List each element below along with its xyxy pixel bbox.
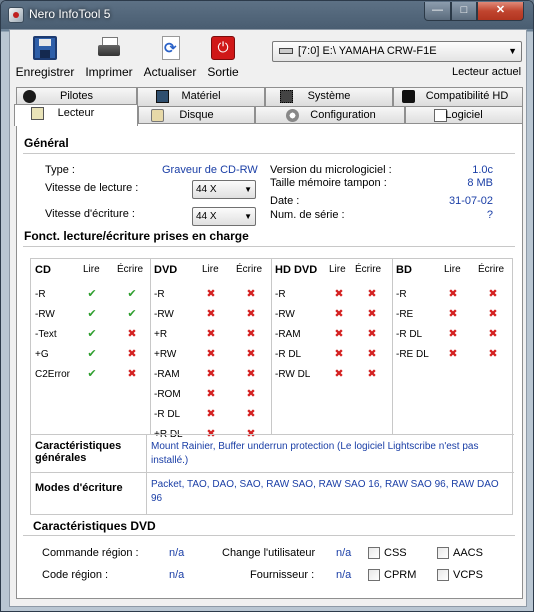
serial-label: Num. de série : [270,209,345,221]
divider [392,259,393,434]
cross-icon: ✖ [367,287,377,300]
minimize-button[interactable]: — [424,2,451,21]
write-speed-select[interactable] [192,207,256,226]
tab-label: Pilotes [59,90,94,102]
capability-group-title: CD [35,264,51,276]
checkmark-icon: ✔ [87,367,97,380]
general-features-label: Caractéristiques générales [35,440,122,464]
printer-icon [97,36,121,60]
cross-icon: ✖ [334,287,344,300]
capability-group-hd-dvd [271,259,392,434]
firmware-value: 1.0c [472,164,493,176]
read-column-header: Lire [83,264,100,275]
refresh-button[interactable] [141,36,199,79]
capability-row-label: +G [35,349,49,360]
read-column-header: Lire [444,264,461,275]
cross-icon: ✖ [246,327,256,340]
cross-icon: ✖ [448,327,458,340]
client-area [9,29,527,607]
tab-label: Configuration [310,109,376,121]
cross-icon: ✖ [488,327,498,340]
cross-icon: ✖ [127,327,137,340]
region-command-label: Commande région : [42,547,139,559]
buffer-value: 8 MB [467,177,493,189]
cross-icon: ✖ [334,327,344,340]
vcps-label: VCPS [453,569,483,581]
exit-label: Sortie [207,65,239,79]
capability-row-label: -RW [154,309,174,320]
vendor-label: Fournisseur : [250,569,315,581]
region-code-label: Code région : [42,569,109,581]
capabilities-section-title: Fonct. lecture/écriture prises en charge [24,229,249,243]
type-value: Graveur de CD-RW [162,164,258,176]
cprm-label: CPRM [384,569,417,581]
cross-icon: ✖ [206,347,216,360]
capability-row-label: -R DL [275,349,302,360]
write-column-header: Écrire [355,264,382,275]
capability-row-label: -R [154,289,165,300]
capability-row-label: -RW DL [275,369,311,380]
capability-row-label: +R DL [154,429,183,440]
capability-row-label: -R DL [396,329,423,340]
capability-row-label: +R [154,329,168,340]
tab-label: Matériel [181,90,221,102]
cross-icon: ✖ [127,367,137,380]
capability-row-label: -ROM [154,389,181,400]
cross-icon: ✖ [246,287,256,300]
cross-icon: ✖ [334,347,344,360]
print-button[interactable] [80,36,138,79]
capability-row-label: -R [396,289,407,300]
capability-group-title: DVD [154,264,178,276]
dvd-features-section-title: Caractéristiques DVD [33,519,156,533]
cross-icon: ✖ [206,327,216,340]
chevron-down-icon: ▼ [508,46,517,56]
divider [23,246,515,247]
tab-systeme[interactable] [265,87,393,106]
general-section-title: Général [24,136,69,150]
checkmark-icon: ✔ [127,307,137,320]
maximize-button[interactable]: □ [451,2,477,21]
capability-row-label: -RW [275,309,295,320]
write-speed-label: Vitesse d'écriture : [45,208,135,220]
cross-icon: ✖ [448,307,458,320]
save-label: Enregistrer [15,65,75,79]
capability-row-label: -RAM [154,369,180,380]
write-speed-value: 44 X [196,211,217,222]
window-title: Nero InfoTool 5 [29,7,111,21]
current-drive-label: Lecteur actuel [452,66,522,78]
write-column-header: Écrire [236,264,263,275]
capability-row-label: -Text [35,329,57,340]
css-checkbox[interactable] [368,547,380,559]
cross-icon: ✖ [206,427,216,440]
chevron-down-icon: ▼ [244,185,252,194]
cross-icon: ✖ [206,407,216,420]
cross-icon: ✖ [246,307,256,320]
capability-group-cd [31,259,152,434]
chevron-down-icon: ▼ [244,212,252,221]
refresh-label: Actualiser [143,65,197,79]
tab-materiel[interactable] [137,87,265,106]
drive-icon [279,48,293,54]
capability-row-label: C2Error [35,369,71,380]
region-command-value: n/a [169,547,185,559]
drive-select-value: [7:0] E:\ YAMAHA CRW-F1E [298,45,437,57]
general-features-row [31,434,514,472]
cross-icon: ✖ [246,407,256,420]
region-code-value: n/a [169,569,185,581]
checkmark-icon: ✔ [87,307,97,320]
user-change-label: Change l'utilisateur [222,547,316,559]
capability-row-label: -R DL [154,409,181,420]
checkmark-icon: ✔ [87,287,97,300]
cross-icon: ✖ [206,387,216,400]
write-modes-value: Packet, TAO, DAO, SAO, RAW SAO, RAW SAO 16, RAW SAO 96, RAW DAO 96 [151,479,499,504]
divider [146,473,147,514]
capability-row-label: -RE DL [396,349,429,360]
read-speed-label: Vitesse de lecture : [45,182,139,194]
cross-icon: ✖ [448,347,458,360]
read-column-header: Lire [329,264,346,275]
divider [150,259,151,434]
divider [146,435,147,472]
cross-icon: ✖ [246,367,256,380]
cross-icon: ✖ [246,427,256,440]
tab-label: Logiciel [445,109,483,121]
cross-icon: ✖ [367,327,377,340]
cross-icon: ✖ [488,347,498,360]
read-column-header: Lire [202,264,219,275]
capability-row-label: -RE [396,309,414,320]
vcps-checkbox[interactable] [437,569,449,581]
aacs-label: AACS [453,547,483,559]
cross-icon: ✖ [334,307,344,320]
cross-icon: ✖ [127,347,137,360]
tab-compatibilite-hd[interactable] [393,87,523,106]
date-label: Date : [270,195,300,207]
checkmark-icon: ✔ [127,287,137,300]
cross-icon: ✖ [488,287,498,300]
firmware-label: Version du micrologiciel : [270,164,392,176]
divider [23,535,515,536]
capability-row-label: -R [35,289,46,300]
checkmark-icon: ✔ [87,347,97,360]
cross-icon: ✖ [206,367,216,380]
capability-group-dvd [150,259,271,440]
tab-label: Disque [179,109,214,121]
capability-row-label: -RW [35,309,55,320]
tab-label: Lecteur [57,107,95,119]
cross-icon: ✖ [206,307,216,320]
floppy-disk-icon [33,36,57,60]
vendor-value: n/a [336,569,352,581]
capability-row-label: -RAM [275,329,301,340]
capability-group-bd [392,259,513,434]
serial-value: ? [486,209,493,221]
cross-icon: ✖ [246,347,256,360]
write-column-header: Écrire [478,264,505,275]
capability-group-title: BD [396,264,412,276]
cprm-checkbox[interactable] [368,569,380,581]
checkmark-icon: ✔ [87,327,97,340]
capabilities-grid [30,258,513,515]
capability-row-label: -R [275,289,286,300]
buffer-label: Taille mémoire tampon : [270,177,387,189]
cross-icon: ✖ [448,287,458,300]
type-label: Type : [45,164,75,176]
write-column-header: Écrire [117,264,144,275]
read-speed-value: 44 X [196,184,217,195]
user-change-value: n/a [336,547,352,559]
cross-icon: ✖ [206,287,216,300]
tab-label: Compatibilité HD [425,90,509,102]
write-modes-label: Modes d'écriture [35,482,123,494]
drive-select[interactable] [272,41,522,62]
divider [271,259,272,434]
capability-group-title: HD DVD [275,264,318,276]
cross-icon: ✖ [367,307,377,320]
save-button[interactable] [12,36,78,79]
power-icon: ⏻ [211,36,235,60]
write-modes-row [31,472,514,514]
print-label: Imprimer [85,65,133,79]
css-label: CSS [384,547,407,559]
title-bar[interactable] [1,1,534,29]
tab-lecteur[interactable] [14,104,138,126]
exit-button[interactable] [201,36,245,79]
aacs-checkbox[interactable] [437,547,449,559]
cross-icon: ✖ [334,367,344,380]
app-icon [8,7,24,23]
general-features-value: Mount Rainier, Buffer underrun protection (Le logiciel Lightscribe n'est pas installé.) [151,441,479,466]
close-button[interactable]: ✕ [477,2,524,21]
date-value: 31-07-02 [448,195,493,207]
refresh-icon [158,36,182,60]
divider [23,153,515,154]
cross-icon: ✖ [246,387,256,400]
capability-row-label: +RW [154,349,177,360]
cross-icon: ✖ [367,367,377,380]
cross-icon: ✖ [367,347,377,360]
cross-icon: ✖ [488,307,498,320]
read-speed-select[interactable] [192,180,256,199]
tab-panel-lecteur [16,123,523,599]
tab-label: Système [307,90,351,102]
